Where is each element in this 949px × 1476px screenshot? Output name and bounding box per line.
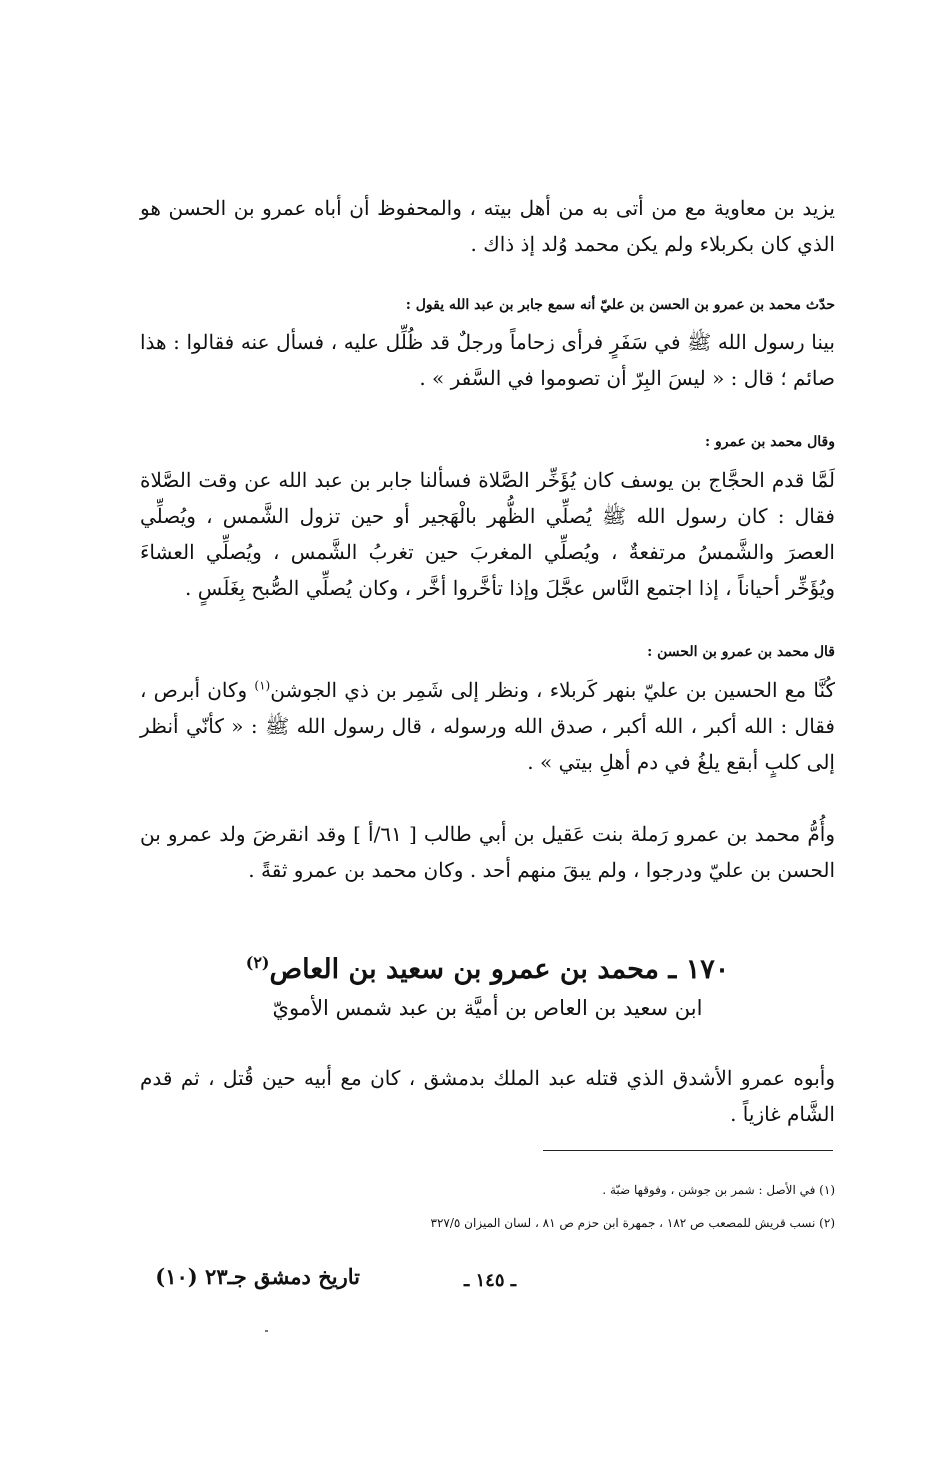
- paragraph-5: وأُمُّ محمد بن عمرو رَملة بنت عَقيل بن أبي طالب [ ٦١/أ ] وقد انقرضَ ولد عمرو بن الحسن بن عليّ ودرجوا ، ولم يبقَ منهم أحد . وكان محمد بن عمرو ثقةً .: [140, 822, 835, 882]
- page-number: ـ ١٤٥ ـ: [463, 1270, 517, 1291]
- paragraph-4-text-b: وكان أبرص ، فقال : الله أكبر ، الله أكبر ، صدق الله ورسوله ، قال رسول الله ﷺ : « كأنّي أنظر إلى كلبٍ أبقع يلغُ في دم أهلِ بيتي » .: [140, 678, 835, 774]
- narration-heading-1: حدّث محمد بن عمرو بن الحسن بن عليّ أنه سمع جابر بن عبد الله يقول :: [405, 297, 835, 313]
- paragraph-4-text-a: كُنَّا مع الحسين بن عليّ بنهر كَربلاء ، ونظر إلى شَمِر بن ذي الجوشن: [270, 678, 835, 702]
- book-volume-footer: تاريخ دمشق جـ٢٣ (١٠): [155, 1264, 360, 1289]
- footnote-ref-1: (١): [254, 678, 271, 693]
- paragraph-3: لَمَّا قدم الحجَّاج بن يوسف كان يُؤَخِّر الصَّلاة فسألنا جابر بن عبد الله عن وقت الصَّلاة فقال : كان رسول الله ﷺ يُصلِّي الظُّهر بالْهَجير أو حين تزول الشَّمس ، ويُصلِّي العصرَ والشَّمسُ مرتفعةٌ ، ويُصلِّي المغربَ حين تغربُ الشَّمس ، ويُصلِّي العشاءَ ويُؤَخِّر أحياناً ، إذا اجتمع النَّاس عجَّلَ وإذا تأخَّروا أخَّر ، وكان يُصلِّي الصُّبح بِغَلَسٍ .: [140, 468, 835, 600]
- footnote-1: (١) في الأصل : شمر بن جوشن ، وفوقها ضبّة .: [602, 1183, 835, 1197]
- paragraph-2: بينا رسول الله ﷺ في سَفَرٍ فرأى زحاماً ورجلٌ قد ظُلِّل عليه ، فسأل عنه فقالوا : هذا صائم ؛ قال : « ليسَ البِرّ أن تصوموا في السَّفر » .: [140, 330, 835, 390]
- paragraph-4: [140, 672, 835, 780]
- footnote-ref-2: (٢): [245, 953, 270, 972]
- scan-speck: [265, 1330, 268, 1332]
- narration-heading-2: وقال محمد بن عمرو :: [704, 434, 835, 450]
- narration-heading-3: قال محمد بن عمرو بن الحسن :: [647, 644, 835, 660]
- footnote-divider: [543, 1150, 833, 1151]
- paragraph-6: وأبوه عمرو الأشدق الذي قتله عبد الملك بدمشق ، كان مع أبيه حين قُتل ، ثم قدم الشَّام غازياً .: [140, 1066, 835, 1126]
- entry-subtitle: ابن سعيد بن العاص بن أميَّة بن عبد شمس الأمويّ: [272, 996, 703, 1020]
- paragraph-1: يزيد بن معاوية مع من أتى به من أهل بيته ، والمحفوظ أن أباه عمرو بن الحسن هو الذي كان بكربلاء ولم يكن محمد وُلد إذ ذاك .: [140, 196, 835, 256]
- footnote-2: (٢) نسب قريش للمصعب ص ١٨٢ ، جمهرة ابن حزم ص ٨١ ، لسان الميزان ٣٢٧/٥: [430, 1216, 835, 1230]
- entry-title: [140, 948, 835, 992]
- entry-title-text: ١٧٠ ـ محمد بن عمرو بن سعيد بن العاص: [269, 954, 730, 985]
